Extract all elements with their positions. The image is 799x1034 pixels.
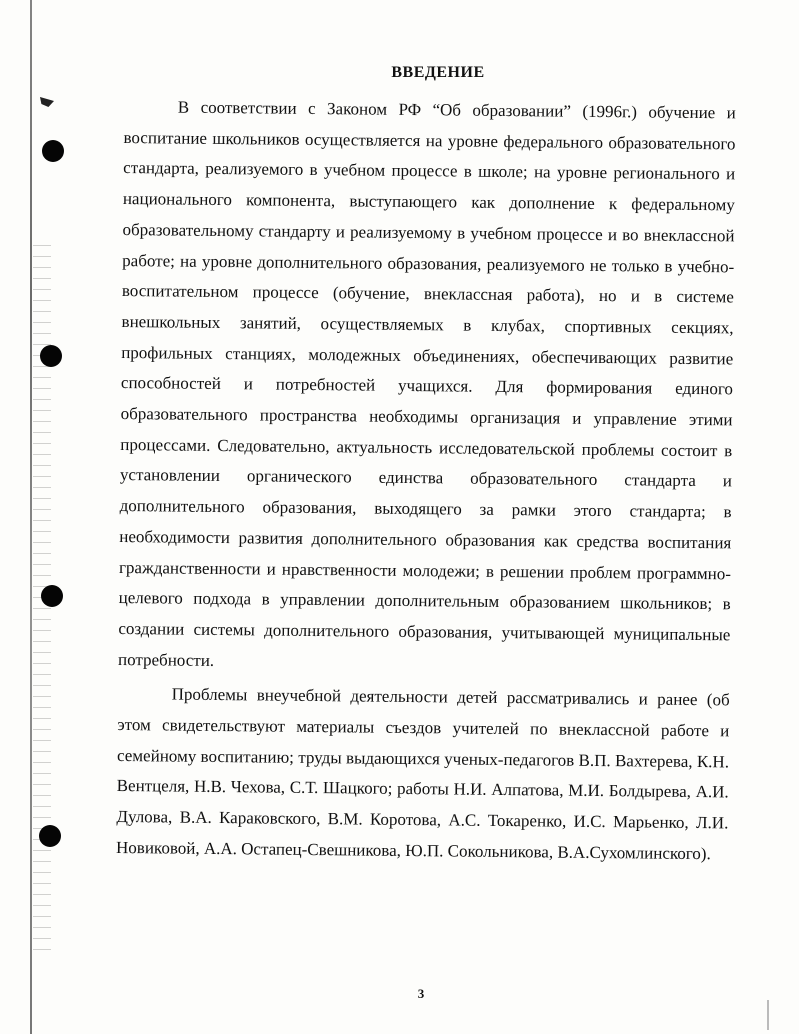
page-number: 3: [417, 986, 425, 1001]
scan-edge-mark: [767, 1000, 769, 1030]
punch-hole: [42, 140, 64, 162]
binding-edge: [30, 0, 32, 1034]
document-body: [116, 92, 736, 870]
document-title: ВВЕДЕНИЕ: [391, 64, 485, 81]
punch-hole: [40, 345, 62, 367]
paragraph: В соответствии с Законом РФ “Об образовании” (1996г.) обучение и воспитание школьников осуществляется на уровне федерального образовательного стандарта, реализуемого в учебном процессе в школе; на уровне регионального и национального компонента, выступающего как дополнение к федеральному образовательному стандарту и реализуемому в учебном процессе и во внеклассной работе; на уровне дополнительного образования, реализуемого не только в учебно-воспитательном процессе (обучение, внеклассная работа), но и в системе внешкольных занятий, осуществляемых в клубах, спортивных секциях, профильных станциях, молодежных объединениях, обеспечивающих развитие способностей и потребностей учащихся. Для формирования единого образовательного пространства необходимы организация и управление этими процессами. Следовательно, актуальность исследовательской проблемы состоит в установлении органического единства образовательного стандарта и дополнительного образования, выходящего за рамки этого стандарта; в необходимости развития дополнительного образования как средства воспитания гражданственности и нравственности молодежи; в решении проблем программно-целевого подхода в управлении дополнительным образованием школьников; в создании системы дополнительного образования, учитывающей муниципальные потребности.: [117, 97, 736, 670]
scan-mark: [40, 97, 54, 107]
punch-hole: [41, 585, 63, 607]
punch-hole: [39, 825, 61, 847]
paragraph: Проблемы внеучебной деятельности детей рассматривались и ранее (об этом свидетельствуют материалы съездов учителей по внеклассной работе и семейному воспитанию; труды выдающихся ученых-педагогов В.П. Вахтерева, К.Н. Вентцеля, Н.В. Чехова, С.Т. Шацкого; работы Н.И. Алпатова, М.И. Болдырева, А.И. Дулова, В.А. Караковского, В.М. Коротова, А.С. Токаренко, И.С. Марьенко, Л.И. Новиковой, А.А. Остапец-Свешникова, Ю.П. Сокольникова, В.А.Сухомлинского).: [115, 684, 730, 864]
